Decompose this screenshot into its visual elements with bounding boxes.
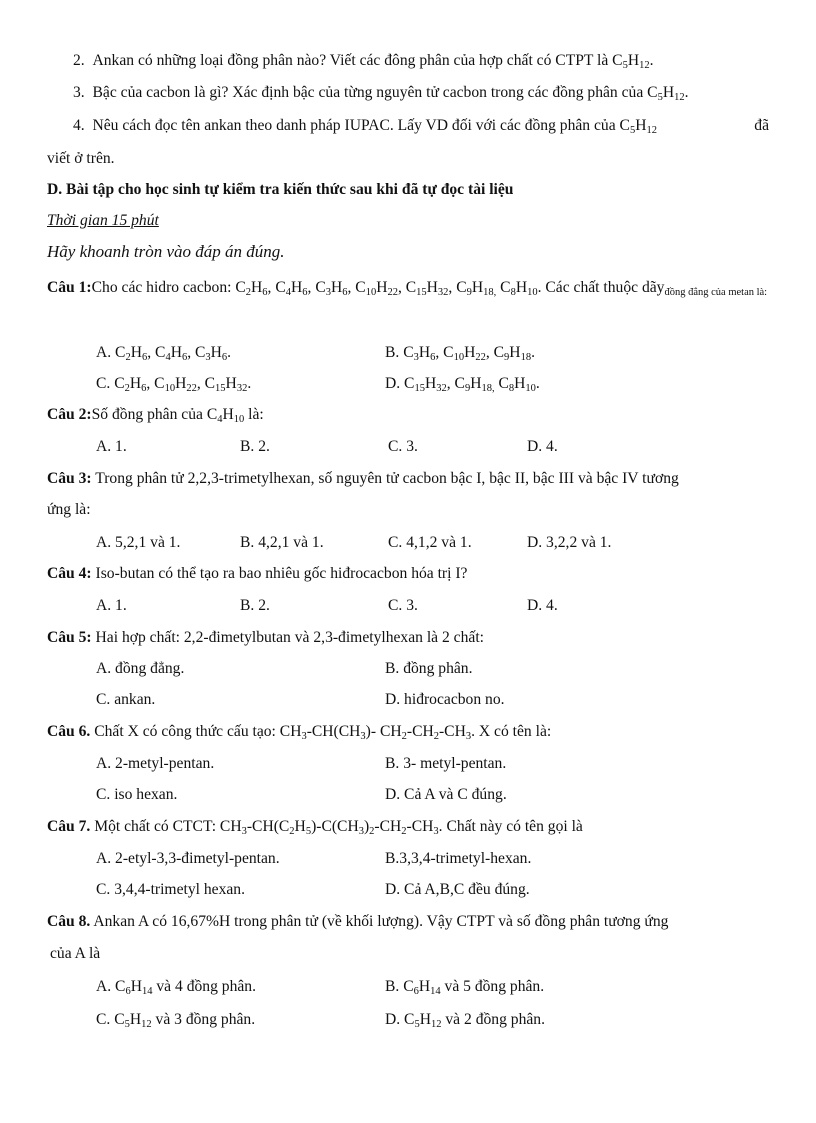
question-5-stem: Câu 5: Hai hợp chất: 2,2-đimetylbutan và 2,3-đimetylhexan là 2 chất: — [47, 629, 484, 646]
question-5-option-d[interactable]: D. hiđrocacbon no. — [385, 691, 505, 708]
section-d-heading: D. Bài tập cho học sinh tự kiểm tra kiến thức sau khi đã tự đọc tài liệu — [47, 181, 514, 198]
time-limit: Thời gian 15 phút — [47, 212, 159, 229]
question-8-stem-continued: của A là — [50, 945, 101, 962]
question-3-option-c[interactable]: C. 4,1,2 và 1. — [388, 534, 472, 551]
question-2-option-d[interactable]: D. 4. — [527, 438, 558, 455]
question-2-option-c[interactable]: C. 3. — [388, 438, 418, 455]
question-4-option-a[interactable]: A. 1. — [96, 597, 127, 614]
question-7-option-d[interactable]: D. Cả A,B,C đều đúng. — [385, 881, 530, 898]
question-4-option-b[interactable]: B. 2. — [240, 597, 270, 614]
question-3-option-a[interactable]: A. 5,2,1 và 1. — [96, 534, 181, 551]
question-7-option-a[interactable]: A. 2-etyl-3,3-đimetyl-pentan. — [96, 850, 280, 867]
question-5-option-b[interactable]: B. đồng phân. — [385, 660, 473, 677]
review-item-4: 4. Nêu cách đọc tên ankan theo danh pháp IUPAC. Lấy VD đối với các đồng phân của $C_5H_{12}$ đã — [73, 117, 769, 136]
question-2-option-b[interactable]: B. 2. — [240, 438, 270, 455]
question-1-option-d[interactable]: D. $C_{15}H_{32}$, $C_9H_{18,}$ $C_8H_{10}$. — [385, 375, 540, 394]
question-3-stem: Câu 3: Trong phân tử 2,2,3-trimetylhexan, số nguyên tử cacbon bậc I, bậc II, bậc III và bậc IV tương — [47, 470, 679, 487]
review-item-2: 2. Ankan có những loại đồng phân nào? Viết các đông phân của hợp chất có CTPT là $C_5H_{12}$. — [73, 52, 654, 71]
question-2-stem: Câu 2:Số đồng phân của $C_4H_{10}$ là: — [47, 406, 264, 425]
question-8-option-a[interactable]: A. $C_6H_{14}$ và 4 đồng phân. — [96, 978, 256, 997]
question-8-option-b[interactable]: B. $C_6H_{14}$ và 5 đồng phân. — [385, 978, 545, 997]
question-3-stem-continued: ứng là: — [47, 501, 91, 518]
question-1-option-b[interactable]: B. $C_3H_6$, $C_{10}H_{22}$, $C_9H_{18}$. — [385, 344, 535, 363]
question-4-stem: Câu 4: Iso-butan có thể tạo ra bao nhiêu gốc hiđrocacbon hóa trị I? — [47, 565, 468, 582]
question-6-option-c[interactable]: C. iso hexan. — [96, 786, 178, 803]
question-8-option-c[interactable]: C. $C_5H_{12}$ và 3 đồng phân. — [96, 1011, 256, 1030]
question-8-stem: Câu 8. Ankan A có 16,67%H trong phân tử (về khối lượng). Vậy CTPT và số đồng phân tương ứng — [47, 913, 669, 930]
question-6-stem: Câu 6. Chất X có công thức cấu tạo: $CH_3-CH(CH_3)-$ $CH_2-CH_2-CH_3$. X có tên là: — [47, 723, 552, 742]
question-1-option-c[interactable]: C. $C_2H_6$, $C_{10}H_{22}$, $C_{15}H_{32}$. — [96, 375, 252, 394]
question-1-option-a[interactable]: A. $C_2H_6$, $C_4H_6$, $C_3H_6$. — [96, 344, 232, 363]
question-7-option-c[interactable]: C. 3,4,4-trimetyl hexan. — [96, 881, 245, 898]
question-5-option-a[interactable]: A. đồng đẳng. — [96, 660, 185, 677]
question-7-stem: Câu 7. Một chất có CTCT: $CH_3-CH(C_2H_5)-C(CH_3)_2-CH_2-CH_3$. Chất này có tên gọi là — [47, 818, 583, 837]
question-6-option-b[interactable]: B. 3- metyl-pentan. — [385, 755, 507, 772]
question-7-option-b[interactable]: B.3,3,4-trimetyl-hexan. — [385, 850, 532, 867]
question-3-option-b[interactable]: B. 4,2,1 và 1. — [240, 534, 324, 551]
question-3-option-d[interactable]: D. 3,2,2 và 1. — [527, 534, 612, 551]
question-2-option-a[interactable]: A. 1. — [96, 438, 127, 455]
question-4-option-c[interactable]: C. 3. — [388, 597, 418, 614]
question-6-option-a[interactable]: A. 2-metyl-pentan. — [96, 755, 215, 772]
question-5-option-c[interactable]: C. ankan. — [96, 691, 156, 708]
question-4-option-d[interactable]: D. 4. — [527, 597, 558, 614]
question-8-option-d[interactable]: D. $C_5H_{12}$ và 2 đồng phân. — [385, 1011, 545, 1030]
question-1-stem: Câu 1:Cho các hidro cacbon: $C_2H_6$, $C_4H_6$, $C_3H_6$, $C_{10}H_{22}$, $C_{15}H_{32}$, $C_9H_{18,}$ $C_8H_{10}$. Các chất thuộc dãy$_{đồng đẳng của metan là:}$ — [47, 279, 768, 298]
instruction: Hãy khoanh tròn vào đáp án đúng. — [47, 242, 285, 261]
review-item-3: 3. Bậc của cacbon là gì? Xác định bậc của từng nguyên tử cacbon trong các đồng phân của $C_5H_{12}$. — [73, 84, 689, 103]
review-item-4-continued: viết ở trên. — [47, 150, 115, 167]
question-6-option-d[interactable]: D. Cả A và C đúng. — [385, 786, 507, 803]
